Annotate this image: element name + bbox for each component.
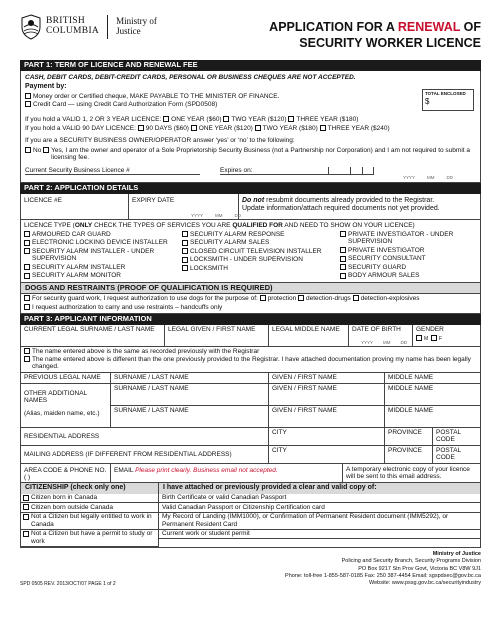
legal-name-row bbox=[21, 325, 480, 347]
hint-yyyy: YYYY bbox=[191, 213, 204, 219]
attach-heading: I have attached or previously provided a clear and valid copy of: bbox=[159, 483, 480, 494]
citizenship-option-1[interactable] bbox=[21, 503, 158, 512]
valid-90-option-1-label: ONE YEAR ($120) bbox=[198, 124, 253, 132]
diff-name-checkbox[interactable] bbox=[24, 356, 30, 362]
gender-f-label: F bbox=[438, 335, 443, 342]
other-given-field-2[interactable] bbox=[269, 406, 385, 427]
previous-given-field[interactable] bbox=[269, 373, 385, 383]
other-given-label-2: GIVEN / FIRST NAME bbox=[272, 406, 337, 414]
credit-card-label: Credit Card — using Credit Card Authorization Form (SPD0508) bbox=[33, 100, 218, 108]
licence-type-col2-3[interactable] bbox=[182, 256, 340, 263]
previous-name-row bbox=[21, 373, 480, 384]
mailing-city-label: CITY bbox=[272, 446, 287, 454]
mailing-address-label: MAILING ADDRESS (IF DIFFERENT FROM RESIDENTIAL ADDRESS) bbox=[24, 450, 232, 458]
dogs-row bbox=[21, 293, 480, 303]
previous-middle-label: MIDDLE NAME bbox=[388, 373, 434, 381]
expires-yyyy-box[interactable] bbox=[328, 167, 350, 175]
email-label: EMAIL bbox=[114, 466, 134, 474]
licence-type-col2-4-label: LOCKSMITH bbox=[190, 264, 228, 272]
dogs-checkbox[interactable] bbox=[24, 295, 30, 301]
lt-only: ONLY bbox=[74, 222, 93, 230]
licence-number-label: LICENCE #E bbox=[24, 197, 62, 205]
licence-type-col3-2-checkbox[interactable] bbox=[340, 256, 346, 262]
payment-options bbox=[25, 83, 279, 111]
licence-type-col2-2[interactable] bbox=[182, 248, 340, 255]
licence-type-col3-0-checkbox[interactable] bbox=[340, 231, 346, 237]
contact-row bbox=[21, 464, 480, 483]
licence-type-col3-0-label: PRIVATE INVESTIGATOR - UNDER SUPERVISION bbox=[348, 230, 454, 246]
previous-surname-field[interactable] bbox=[111, 373, 269, 383]
dog-purpose-1-checkbox[interactable] bbox=[298, 295, 304, 301]
resubmit-line1 bbox=[242, 197, 477, 205]
expiry-date-hint bbox=[191, 213, 241, 218]
payment-notice: CASH, DEBIT CARDS, DEBIT-CREDIT CARDS, PERSONAL OR BUSINESS CHEQUES ARE NOT ACCEPTED. bbox=[25, 74, 356, 81]
valid-90-row bbox=[25, 125, 476, 132]
citizenship-option-3-label: Not a Citizen but have a permit to study or work bbox=[31, 530, 153, 545]
lt-qualified: QUALIFIED FOR bbox=[232, 222, 283, 230]
licence-type-col3-3[interactable] bbox=[340, 264, 477, 271]
business-licence-row bbox=[25, 167, 476, 175]
residential-postal-field[interactable] bbox=[433, 428, 480, 445]
legal-middle-field[interactable] bbox=[269, 325, 349, 346]
licence-type-col2-2-label: CLOSED CIRCUIT TELEVISION INSTALLER bbox=[190, 247, 322, 255]
gender-label: GENDER bbox=[416, 325, 444, 333]
residential-postal-label: POSTAL CODE bbox=[436, 428, 461, 444]
owner-no-label: No bbox=[33, 146, 42, 154]
licence-type-col3-4-checkbox[interactable] bbox=[340, 273, 346, 279]
total-enclosed-label: TOTAL ENCLOSED bbox=[425, 91, 466, 97]
other-given-label-1: GIVEN / FIRST NAME bbox=[272, 384, 337, 392]
citizenship-option-1-checkbox[interactable] bbox=[23, 504, 29, 510]
citizenship-block bbox=[21, 483, 480, 547]
owner-no-checkbox[interactable] bbox=[25, 147, 31, 153]
licence-type-col3-1-checkbox[interactable] bbox=[340, 247, 346, 253]
hint-dd: DD bbox=[234, 213, 242, 219]
licence-type-col3-4[interactable] bbox=[340, 272, 477, 279]
phone-label: AREA CODE & PHONE NO. bbox=[24, 466, 107, 474]
previous-surname-label: SURNAME / LAST NAME bbox=[114, 373, 189, 381]
valid-90-option-2-label: TWO YEAR ($180) bbox=[262, 124, 318, 132]
valid-90-option-3[interactable] bbox=[318, 125, 390, 132]
part1-heading: PART 1: TERM OF LICENCE AND RENEWAL FEE bbox=[20, 60, 481, 71]
legal-given-field[interactable] bbox=[165, 325, 269, 346]
dogs-label: For security guard work, I request authorization to use dogs for the purpose of: bbox=[32, 294, 258, 302]
part2-box bbox=[20, 194, 481, 313]
licence-types-col2 bbox=[182, 231, 340, 281]
valid-90-option-3-checkbox[interactable] bbox=[320, 125, 326, 131]
citizenship-col bbox=[21, 483, 159, 547]
licence-type-heading bbox=[24, 222, 477, 229]
dog-purpose-2-checkbox[interactable] bbox=[353, 295, 359, 301]
dollar-symbol: $ bbox=[425, 96, 430, 106]
hint-mm: MM bbox=[383, 340, 391, 346]
expires-on-field[interactable] bbox=[220, 167, 328, 175]
gender-field bbox=[413, 325, 480, 346]
alias-label: (Alias, maiden name, etc.) bbox=[24, 409, 100, 417]
mailing-province-label: PROVINCE bbox=[388, 446, 422, 454]
expires-date-boxes[interactable] bbox=[328, 167, 374, 175]
dog-purpose-1-label: detection-drugs bbox=[306, 294, 351, 302]
owner-yes-checkbox[interactable] bbox=[43, 147, 49, 153]
other-names-label-cell bbox=[21, 384, 111, 427]
attach-option-3: Current work or student permit bbox=[159, 530, 480, 539]
licence-type-col1-0-label: ARMOURED CAR GUARD bbox=[32, 230, 111, 238]
licence-type-col3-1[interactable] bbox=[340, 247, 477, 254]
attach-col bbox=[159, 483, 480, 547]
licence-type-col2-0-label: SECURITY ALARM RESPONSE bbox=[190, 230, 285, 238]
licence-type-col1-0-checkbox[interactable] bbox=[24, 231, 30, 237]
gender-f-checkbox[interactable] bbox=[431, 335, 437, 341]
valid-90-option-0[interactable] bbox=[138, 125, 189, 132]
owner-no-option[interactable] bbox=[25, 147, 43, 162]
valid-90-option-2[interactable] bbox=[253, 125, 318, 132]
valid-1-3-option-0-label: ONE YEAR ($60) bbox=[171, 116, 222, 124]
licence-type-col1-2[interactable] bbox=[24, 248, 182, 263]
residential-row bbox=[21, 428, 480, 446]
credit-card-checkbox[interactable] bbox=[25, 101, 31, 107]
citizenship-option-2-label: Not a Citizen but legally entitled to work in Canada bbox=[31, 513, 152, 528]
part3-box bbox=[20, 325, 481, 548]
dob-label: DATE OF BIRTH bbox=[352, 325, 401, 333]
title-pre: APPLICATION FOR A bbox=[269, 20, 398, 34]
expiry-date-label: EXPIRY DATE bbox=[132, 197, 175, 205]
hint-dd: DD bbox=[400, 340, 408, 346]
citizenship-option-0-checkbox[interactable] bbox=[23, 495, 29, 501]
mailing-postal-label: POSTAL CODE bbox=[436, 446, 461, 462]
mailing-postal-field[interactable] bbox=[433, 446, 480, 463]
dog-purpose-1[interactable] bbox=[296, 295, 351, 302]
other-names-label: OTHER ADDITIONAL NAMES bbox=[24, 389, 87, 405]
valid-90-option-3-label: THREE YEAR ($240) bbox=[327, 124, 390, 132]
diff-name-option[interactable] bbox=[21, 356, 480, 373]
licence-type-col1-4-label: SECURITY ALARM MONITOR bbox=[32, 272, 121, 280]
valid-90-option-2-checkbox[interactable] bbox=[255, 125, 261, 131]
residential-city-label: CITY bbox=[272, 428, 287, 436]
same-name-option[interactable] bbox=[21, 347, 480, 356]
dog-purpose-2[interactable] bbox=[351, 295, 420, 302]
other-name-row-1 bbox=[111, 384, 480, 406]
licence-type-col1-1-label: ELECTRONIC LOCKING DEVICE INSTALLER bbox=[32, 239, 168, 247]
licence-type-col3-1-label: PRIVATE INVESTIGATOR bbox=[348, 246, 425, 254]
licence-type-col1-1[interactable] bbox=[24, 239, 182, 246]
licence-type-col2-0-checkbox[interactable] bbox=[182, 231, 188, 237]
owner-yes-option[interactable] bbox=[43, 147, 476, 162]
hint-mm: MM bbox=[215, 213, 223, 219]
owner-question: If you are a SECURITY BUSINESS OWNER/OPERATOR answer ‘yes’ or ‘no’ to the following: bbox=[25, 137, 295, 145]
licence-type-col1-1-checkbox[interactable] bbox=[24, 240, 30, 246]
licence-type-col2-4[interactable] bbox=[182, 265, 340, 272]
valid-90-option-1[interactable] bbox=[189, 125, 253, 132]
attach-option-2: My Record of Landing (IMM1000), or Confirmation of Permanent Resident document (IMM5292), or Permanent Resident Card bbox=[159, 513, 480, 530]
part2-heading: PART 2: APPLICATION DETAILS bbox=[20, 183, 481, 194]
previous-middle-field[interactable] bbox=[385, 373, 480, 383]
licence-type-col1-4-checkbox[interactable] bbox=[24, 273, 30, 279]
licence-type-col3-3-checkbox[interactable] bbox=[340, 264, 346, 270]
licence-type-col1-4[interactable] bbox=[24, 272, 182, 279]
licence-type-col2-1-checkbox[interactable] bbox=[182, 240, 188, 246]
resubmit-text: resubmit documents already provided to the Registrar. bbox=[264, 197, 435, 205]
footer-website: Website: www.pssg.gov.bc.ca/securityindustry bbox=[369, 580, 481, 587]
email-copy-note: A temporary electronic copy of your licence will be sent to this email address. bbox=[346, 465, 470, 481]
email-field[interactable] bbox=[111, 464, 343, 482]
valid-90-options bbox=[138, 125, 390, 132]
restraints-checkbox[interactable] bbox=[24, 304, 30, 310]
licence-type-col2-2-checkbox[interactable] bbox=[182, 248, 188, 254]
citizenship-option-0-label: Citizen born in Canada bbox=[31, 494, 98, 502]
licence-type-col3-2-label: SECURITY CONSULTANT bbox=[348, 255, 426, 263]
footer-phone: Phone: toll-free 1-855-587-0185 Fax: 250 387-4454 Email: sgspdsec@gov.bc.ca bbox=[285, 572, 481, 579]
mailing-province-field[interactable] bbox=[385, 446, 433, 463]
legal-given-label: LEGAL GIVEN / FIRST NAME bbox=[168, 325, 256, 333]
restraints-row[interactable] bbox=[21, 303, 480, 312]
valid-1-3-option-2-label: THREE YEAR ($180) bbox=[296, 116, 359, 124]
licence-type-col3-3-label: SECURITY GUARD bbox=[348, 263, 407, 271]
dog-purpose-0-label: protection bbox=[267, 294, 297, 302]
valid-1-3-option-0[interactable] bbox=[163, 116, 221, 123]
hint-yyyy: YYYY bbox=[361, 340, 374, 346]
attach-option-1: Valid Canadian Passport or Citizenship Certification card bbox=[159, 503, 480, 512]
business-licence-field[interactable] bbox=[25, 167, 200, 175]
dob-hint bbox=[361, 340, 407, 345]
residential-city-field[interactable] bbox=[269, 428, 385, 445]
money-order-label: Money order or Certified cheque, MAKE PAYABLE TO THE MINISTER OF FINANCE. bbox=[33, 92, 280, 100]
licence-type-col2-3-label: LOCKSMITH - UNDER SUPERVISION bbox=[190, 256, 303, 264]
hint-yyyy: YYYY bbox=[403, 175, 416, 181]
expires-dd-box[interactable] bbox=[362, 167, 374, 175]
valid-1-3-row bbox=[25, 116, 476, 123]
phone-parens: ( ) bbox=[24, 474, 31, 482]
licence-type-col1-3-label: SECURITY ALARM INSTALLER bbox=[32, 263, 126, 271]
dogs-heading: DOGS AND RESTRAINTS (PROOF OF QUALIFICATION IS REQUIRED) bbox=[21, 282, 480, 293]
licence-details-row bbox=[21, 194, 480, 220]
dog-purpose-0-checkbox[interactable] bbox=[260, 295, 266, 301]
title-line1 bbox=[269, 20, 481, 36]
residential-province-field[interactable] bbox=[385, 428, 433, 445]
footer-address: PO Box 9217 Stn Prov Govt, Victoria BC V8W 9J1 bbox=[358, 565, 481, 572]
other-names-block bbox=[21, 384, 480, 428]
bc-crest-icon bbox=[20, 14, 42, 40]
licence-type-col2-1-label: SECURITY ALARM SALES bbox=[190, 239, 270, 247]
valid-1-3-option-1-checkbox[interactable] bbox=[223, 116, 229, 122]
licence-types-grid bbox=[24, 231, 477, 281]
licence-type-col3-0[interactable] bbox=[340, 231, 477, 246]
same-name-checkbox[interactable] bbox=[24, 348, 30, 354]
lt-end: AND NEED TO SHOW ON YOUR LICENCE) bbox=[282, 222, 415, 230]
payment-by-label: Payment by: bbox=[25, 83, 67, 91]
total-enclosed-field[interactable] bbox=[422, 89, 474, 111]
hint-mm: MM bbox=[427, 175, 435, 181]
licence-types-col1 bbox=[24, 231, 182, 281]
citizenship-option-3-checkbox[interactable] bbox=[23, 531, 29, 537]
diff-name-label: The name entered above is different than the one previously provided to the Registrar. I have attached documentation proving my name has been legally changed. bbox=[32, 355, 471, 371]
current-surname-field[interactable] bbox=[21, 325, 165, 346]
other-surname-field-1[interactable] bbox=[111, 384, 269, 405]
other-surname-field-2[interactable] bbox=[111, 406, 269, 427]
other-surname-label-1: SURNAME / LAST NAME bbox=[114, 384, 189, 392]
bc-logo bbox=[20, 14, 157, 40]
ministry-line2: Justice bbox=[116, 26, 141, 36]
lt-post: CHECK THE TYPES OF SERVICES YOU ARE bbox=[92, 222, 233, 230]
legal-middle-label: LEGAL MIDDLE NAME bbox=[272, 325, 340, 333]
gender-m-checkbox[interactable] bbox=[416, 335, 422, 341]
lt-pre: LICENCE TYPE ( bbox=[24, 222, 75, 230]
dogs-purpose-options bbox=[260, 295, 420, 302]
citizenship-options bbox=[21, 494, 158, 547]
attach-option-0: Birth Certificate or valid Canadian Passport bbox=[159, 494, 480, 503]
citizenship-option-1-label: Citizen born outside Canada bbox=[31, 503, 114, 511]
form-id: SPD 0505 REV. 2013/OCT/07 PAGE 1 of 2 bbox=[20, 581, 116, 588]
logo-line1: BRITISH bbox=[46, 16, 86, 27]
licence-type-col2-1[interactable] bbox=[182, 239, 340, 246]
mailing-city-field[interactable] bbox=[269, 446, 385, 463]
licence-type-col3-2[interactable] bbox=[340, 255, 477, 262]
valid-1-3-option-2-checkbox[interactable] bbox=[288, 116, 294, 122]
mailing-address-field[interactable] bbox=[21, 446, 269, 463]
expires-on-label: Expires on: bbox=[220, 166, 253, 174]
logo-divider bbox=[107, 15, 108, 39]
citizenship-option-2[interactable] bbox=[21, 513, 158, 530]
part3-heading: PART 3: APPLICANT INFORMATION bbox=[20, 314, 481, 325]
business-licence-label: Current Security Business Licence # bbox=[25, 166, 130, 174]
previous-given-label: GIVEN / FIRST NAME bbox=[272, 373, 337, 381]
attach-options bbox=[159, 494, 480, 539]
expires-date-hint bbox=[403, 175, 476, 180]
citizenship-option-0[interactable] bbox=[21, 494, 158, 503]
owner-yes-label: Yes, I am the owner and operator of a Sole Proprietorship Security Business (not a Partnership nor Corporation) and I am not required to submit a licensing fee. bbox=[51, 146, 470, 162]
dob-field[interactable] bbox=[349, 325, 413, 346]
citizenship-option-2-checkbox[interactable] bbox=[23, 514, 29, 520]
residential-address-field[interactable] bbox=[21, 428, 269, 445]
licence-type-col1-0[interactable] bbox=[24, 231, 182, 238]
valid-1-3-option-1-label: TWO YEAR ($120) bbox=[231, 116, 287, 124]
licence-types-col3 bbox=[340, 231, 477, 281]
other-middle-field-2[interactable] bbox=[385, 406, 480, 427]
residential-address-label: RESIDENTIAL ADDRESS bbox=[24, 432, 100, 440]
title-line2: SECURITY WORKER LICENCE bbox=[299, 35, 481, 50]
logo-wordmark bbox=[46, 17, 99, 37]
valid-1-3-option-2[interactable] bbox=[287, 116, 359, 123]
gender-m-label: M bbox=[424, 335, 429, 342]
valid-90-option-0-label: 90 DAYS ($60) bbox=[145, 124, 189, 132]
dog-purpose-2-label: detection-explosives bbox=[360, 294, 420, 302]
other-given-field-1[interactable] bbox=[269, 384, 385, 405]
licence-type-col1-2-checkbox[interactable] bbox=[24, 248, 30, 254]
other-middle-field-1[interactable] bbox=[385, 384, 480, 405]
expiry-date-field[interactable] bbox=[129, 194, 242, 219]
licence-type-col2-3-checkbox[interactable] bbox=[182, 257, 188, 263]
valid-1-3-option-1[interactable] bbox=[222, 116, 287, 123]
licence-type-col1-3-checkbox[interactable] bbox=[24, 264, 30, 270]
hint-dd: DD bbox=[446, 175, 454, 181]
credit-card-option[interactable] bbox=[25, 101, 279, 108]
same-name-label: The name entered above is the same as recorded previously with the Registrar bbox=[32, 347, 260, 355]
owner-answer-row bbox=[25, 147, 476, 162]
logo-line2: COLUMBIA bbox=[46, 26, 100, 36]
citizenship-option-3[interactable] bbox=[21, 530, 158, 547]
form-title bbox=[269, 20, 481, 51]
licence-type-col1-2-label: SECURITY ALARM INSTALLER - UNDER SUPERVISION bbox=[32, 247, 155, 263]
citizenship-heading: CITIZENSHIP (check only one) bbox=[21, 483, 158, 494]
restraints-label: I request authorization to carry and use restraints – handcuffs only bbox=[32, 304, 223, 312]
valid-1-3-options bbox=[163, 116, 358, 123]
payment-row bbox=[25, 83, 476, 111]
ministry-name bbox=[116, 17, 157, 37]
email-note: Please print clearly. Business email not accepted. bbox=[135, 466, 278, 474]
licence-number-field[interactable] bbox=[21, 194, 129, 219]
other-middle-label-2: MIDDLE NAME bbox=[388, 406, 434, 414]
valid-90-label: If you hold a VALID 90 DAY LICENCE: bbox=[25, 124, 136, 132]
other-surname-label-2: SURNAME / LAST NAME bbox=[114, 406, 189, 414]
licence-type-col1-3[interactable] bbox=[24, 264, 182, 271]
mailing-row bbox=[21, 446, 480, 464]
other-names-fields bbox=[111, 384, 480, 427]
resubmit-note bbox=[239, 194, 480, 219]
valid-90-option-1-checkbox[interactable] bbox=[191, 125, 197, 131]
update-text: Update information/attach required documents not yet provided. bbox=[242, 205, 440, 213]
phone-field[interactable] bbox=[21, 464, 111, 482]
money-order-checkbox[interactable] bbox=[25, 93, 31, 99]
form-footer bbox=[20, 551, 481, 588]
other-name-row-2 bbox=[111, 406, 480, 427]
valid-1-3-option-0-checkbox[interactable] bbox=[163, 116, 169, 122]
title-renewal: RENEWAL bbox=[397, 20, 461, 34]
part1-box bbox=[20, 71, 481, 183]
valid-1-3-label: If you hold a VALID 1, 2 OR 3 YEAR LICENCE: bbox=[25, 116, 162, 124]
licence-types-area bbox=[21, 220, 480, 281]
licence-type-col2-4-checkbox[interactable] bbox=[182, 265, 188, 271]
money-order-option[interactable] bbox=[25, 93, 279, 100]
expires-mm-box[interactable] bbox=[350, 167, 362, 175]
footer-branch: Policing and Security Branch, Security Programs Division bbox=[341, 558, 481, 565]
dog-purpose-0[interactable] bbox=[260, 295, 297, 302]
current-surname-label: CURRENT LEGAL SURNAME / LAST NAME bbox=[24, 325, 155, 333]
form-header bbox=[20, 10, 481, 60]
do-not-text: Do not bbox=[242, 197, 265, 205]
valid-90-option-0-checkbox[interactable] bbox=[138, 125, 144, 131]
contact-info bbox=[285, 551, 481, 588]
title-post: OF bbox=[460, 20, 481, 34]
gender-options bbox=[416, 335, 477, 343]
licence-type-col3-4-label: BODY ARMOUR SALES bbox=[348, 272, 420, 280]
other-middle-label-1: MIDDLE NAME bbox=[388, 384, 434, 392]
residential-province-label: PROVINCE bbox=[388, 428, 422, 436]
previous-legal-name-label: PREVIOUS LEGAL NAME bbox=[21, 373, 111, 383]
licence-type-col2-0[interactable] bbox=[182, 231, 340, 238]
footer-ministry: Ministry of Justice bbox=[432, 550, 481, 557]
ministry-line1: Ministry of bbox=[116, 16, 157, 27]
